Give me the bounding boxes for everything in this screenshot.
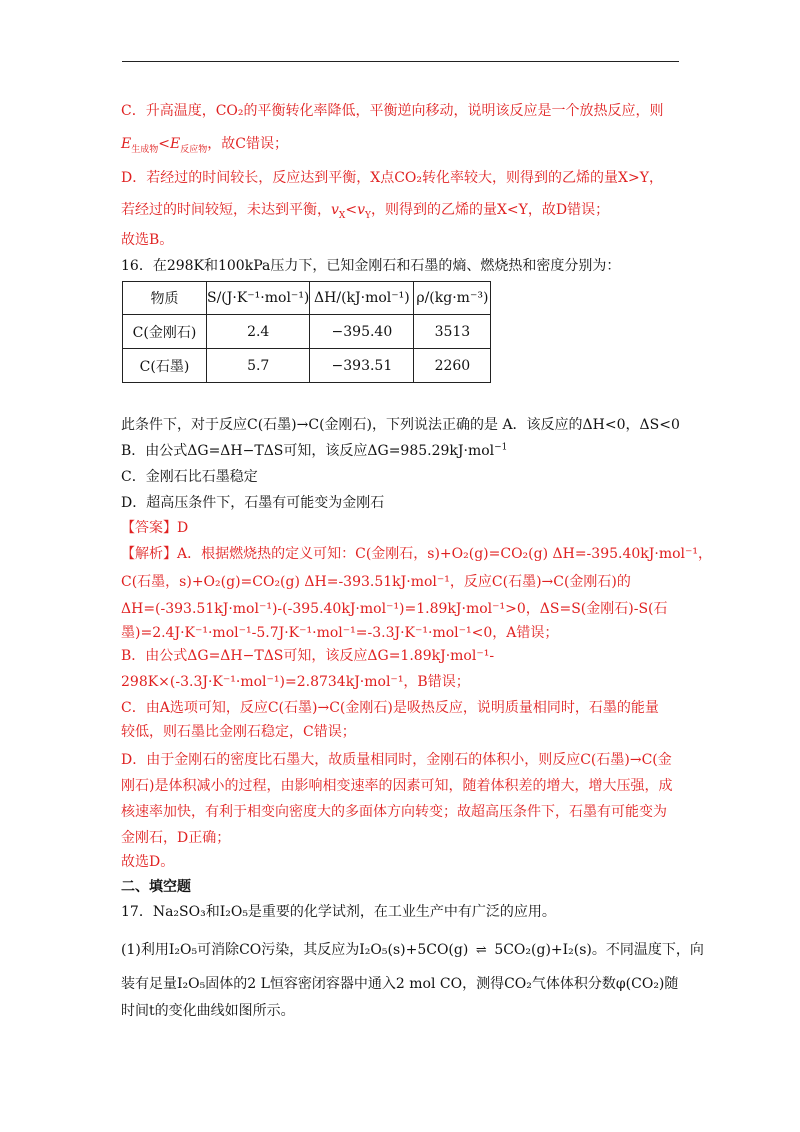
- analysis-line: D．由于金刚石的密度比石墨大，故质量相同时，金刚石的体积小，则反应C(石墨)→C(金: [121, 752, 672, 768]
- option-c: C．金刚石比石墨稳定: [121, 469, 258, 485]
- table-header-row: [123, 282, 491, 315]
- table-header: ΔH/(kJ·mol⁻¹): [310, 282, 414, 315]
- question-17-part1: [121, 940, 704, 961]
- table-row: [123, 315, 491, 349]
- question-17: 17．Na₂SO₃和I₂O₅是重要的化学试剂，在工业生产中有广泛的应用。: [121, 904, 556, 920]
- analysis-line: 【解析】A．根据燃烧热的定义可知：C(金刚石，s)+O₂(g)=CO₂(g) ΔH=-395.40kJ·mol⁻¹，: [121, 546, 712, 562]
- table-header: S/(J·K⁻¹·mol⁻¹): [207, 282, 310, 315]
- analysis-line: B．由公式ΔG=ΔH−TΔS可知，该反应ΔG=1.89kJ·mol⁻¹-: [121, 648, 495, 664]
- choose-d: 故选D。: [121, 854, 175, 870]
- table-cell: −395.40: [310, 315, 414, 349]
- text: ，故C错误；: [207, 136, 288, 152]
- question-16: 16．在298K和100kPa压力下，已知金刚石和石墨的熵、燃烧热和密度分别为：: [121, 258, 621, 274]
- analysis-line: 墨)=2.4J·K⁻¹·mol⁻¹-5.7J·K⁻¹·mol⁻¹=-3.3J·K⁻¹·mol⁻¹<0，A错误；: [121, 625, 559, 641]
- table-cell: 3513: [414, 315, 491, 349]
- table-cell: −393.51: [310, 349, 414, 383]
- subscript: 生成物: [131, 145, 159, 155]
- text: 若经过的时间较短，未达到平衡，: [121, 202, 331, 218]
- text: C．升高温度，: [121, 103, 216, 119]
- option-c-line1: [121, 101, 664, 121]
- analysis-line: 刚石)是体积减小的过程，由影响相变速率的因素可知，随着体积差的增大，增大压强，成: [121, 778, 673, 794]
- analysis-line: C．由A选项可知，反应C(石墨)→C(金刚石)是吸热反应，说明质量相同时，石墨的能量: [121, 700, 659, 716]
- section-heading: 二、填空题: [121, 879, 191, 895]
- table-cell: 5.7: [207, 349, 310, 383]
- question-17-line3: 时间t的变化曲线如图所示。: [121, 1003, 295, 1019]
- table-cell: C(石墨): [123, 349, 207, 383]
- text: (1)利用I₂O₅可消除CO污染，其反应为I₂O₅(s)+5CO(g): [121, 942, 469, 958]
- question-16-stem: 此条件下，对于反应C(石墨)→C(金刚石)，下列说法正确的是 A．该反应的ΔH<0，ΔS<0: [121, 417, 680, 433]
- header-rule: [122, 61, 679, 62]
- analysis-line: 核速率加快，有利于相变向密度大的多面体方向转变；故超高压条件下，石墨有可能变为: [121, 804, 667, 820]
- analysis-line: 金刚石，D正确；: [121, 830, 231, 846]
- less-than: <: [345, 202, 358, 218]
- less-than: <: [158, 136, 170, 152]
- text: 的平衡转化率降低，平衡逆向移动，说明该反应是一个放热反应，则: [243, 103, 664, 119]
- data-table: [122, 281, 491, 383]
- choose-b: 故选B。: [121, 232, 174, 248]
- co2-formula: CO₂: [394, 170, 423, 186]
- option-b: [121, 441, 507, 461]
- rate-symbol: v: [357, 202, 365, 218]
- option-c-line2: [121, 134, 288, 156]
- text: ，则得到的乙烯的量X<Y，故D错误；: [370, 202, 610, 218]
- subscript: 反应物: [180, 145, 208, 155]
- table-row: [123, 349, 491, 383]
- option-d: D．超高压条件下，石墨有可能变为金刚石: [121, 495, 385, 511]
- rate-symbol: v: [331, 202, 339, 218]
- question-17-line2: 装有足量I₂O₅固体的2 L恒容密闭容器中通入2 mol CO，测得CO₂气体体积分数φ(CO₂)随: [121, 976, 679, 992]
- table-cell: C(金刚石): [123, 315, 207, 349]
- answer-label: 【答案】D: [121, 520, 189, 536]
- option-d-line1: [121, 168, 663, 188]
- table-header: ρ/(kg·m⁻³): [414, 282, 491, 315]
- table-cell: 2.4: [207, 315, 310, 349]
- subscript: X: [338, 211, 346, 221]
- text: 转化率较大，则得到的乙烯的量X>Y，: [422, 170, 663, 186]
- energy-symbol: E: [121, 136, 132, 152]
- option-d-line2: [121, 200, 609, 222]
- equilibrium-arrow-icon: ⇌: [475, 943, 487, 958]
- table-header: 物质: [123, 282, 207, 315]
- superscript: −1: [494, 442, 508, 453]
- energy-symbol: E: [169, 136, 181, 152]
- analysis-line: 较低，则石墨比金刚石稳定，C错误；: [121, 724, 356, 740]
- subscript: Y: [365, 211, 371, 221]
- analysis-line: ΔH=(-393.51kJ·mol⁻¹)-(-395.40kJ·mol⁻¹)=1.89kJ·mol⁻¹>0，ΔS=S(金刚石)-S(石: [121, 601, 668, 617]
- analysis-line: C(石墨，s)+O₂(g)=CO₂(g) ΔH=-393.51kJ·mol⁻¹，反应C(石墨)→C(金刚石)的: [121, 574, 631, 590]
- text: B．由公式ΔG=ΔH−TΔS可知，该反应ΔG=985.29kJ·mol: [121, 443, 495, 459]
- co2-formula: CO₂: [215, 103, 244, 119]
- text: 5CO₂(g)+I₂(s)。不同温度下，向: [494, 942, 704, 958]
- table-cell: 2260: [414, 349, 491, 383]
- analysis-line: 298K×(-3.3J·K⁻¹·mol⁻¹)=2.8734kJ·mol⁻¹，B错误；: [121, 674, 470, 690]
- text: D．若经过的时间较长，反应达到平衡，X点: [121, 170, 395, 186]
